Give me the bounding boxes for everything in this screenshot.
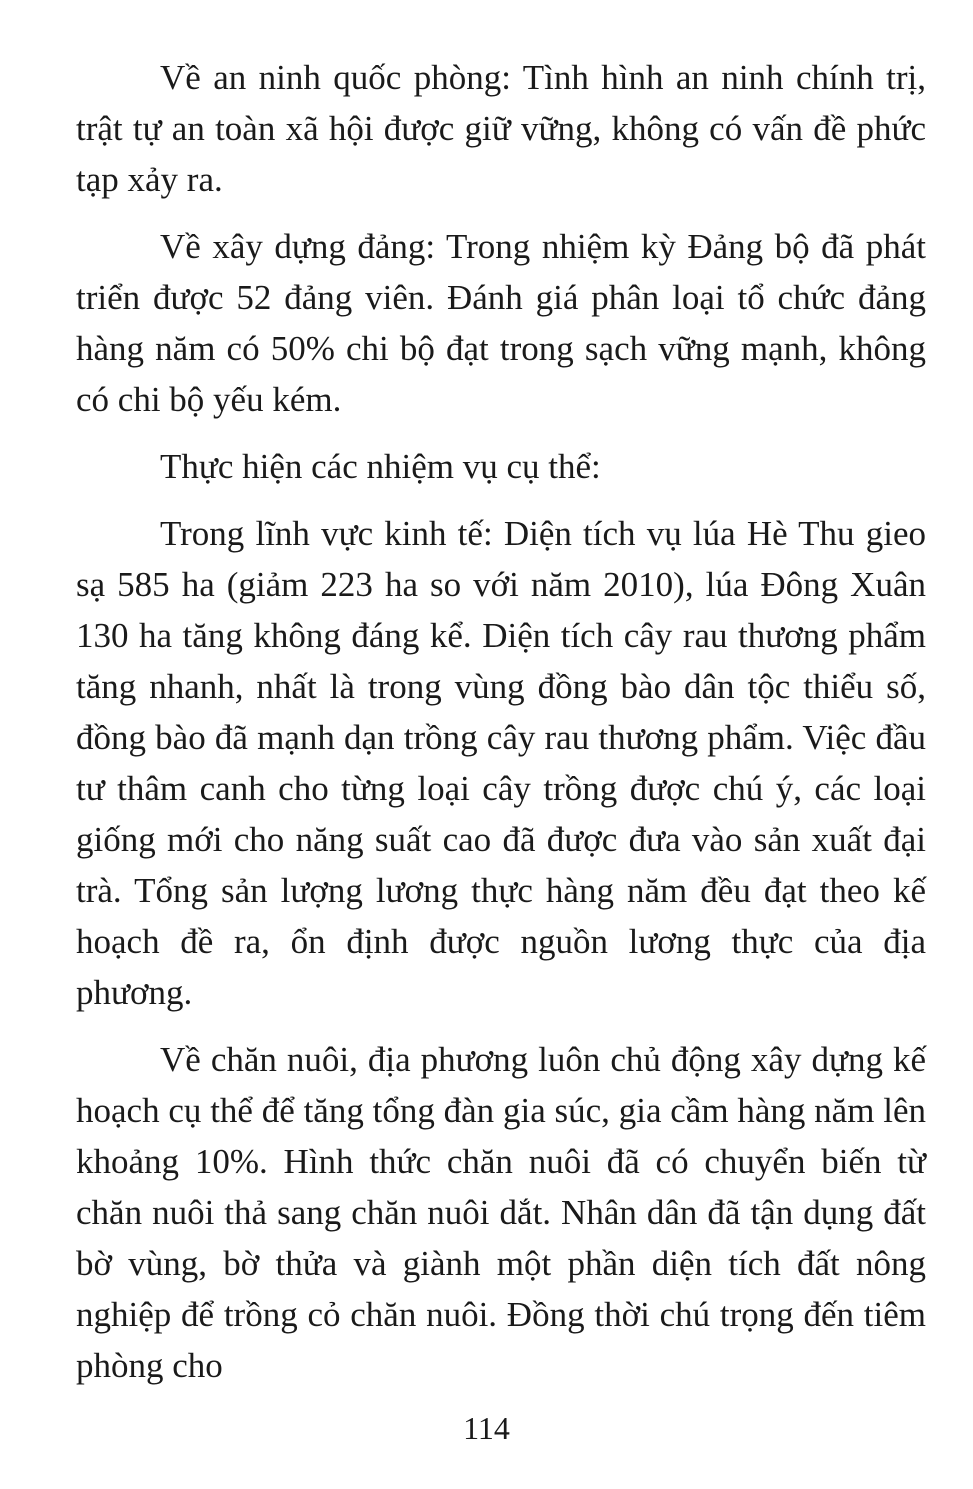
paragraph-specific-tasks: Thực hiện các nhiệm vụ cụ thể: xyxy=(160,447,601,486)
paragraph-livestock: Về chăn nuôi, địa phương luôn chủ động xây dựng kế hoạch cụ thể để tăng tổng đàn gia súc, gia cầm hàng năm lên khoảng 10%. Hình thức chăn nuôi đã có chuyển biến từ chăn nuôi thả sang chăn nuôi dắt. Nhân dân đã tận dụng đất bờ vùng, bờ thửa và giành một phần diện tích đất nông nghiệp để trồng cỏ chăn nuôi. Đồng thời chú trọng đến tiêm phòng cho xyxy=(76,1040,926,1385)
paragraph-party-building: Về xây dựng đảng: Trong nhiệm kỳ Đảng bộ đã phát triển được 52 đảng viên. Đánh giá phân loại tổ chức đảng hàng năm có 50% chi bộ đạt trong sạch vững mạnh, không có chi bộ yếu kém. xyxy=(76,227,926,419)
paragraph-economy: Trong lĩnh vực kinh tế: Diện tích vụ lúa Hè Thu gieo sạ 585 ha (giảm 223 ha so với năm 2010), lúa Đông Xuân 130 ha tăng không đáng kể. Diện tích cây rau thương phẩm tăng nhanh, nhất là trong vùng đồng bào dân tộc thiểu số, đồng bào đã mạnh dạn trồng cây rau thương phẩm. Việc đầu tư thâm canh cho từng loại cây trồng được chú ý, các loại giống mới cho năng suất cao đã được đưa vào sản xuất đại trà. Tổng sản lượng lương thực hàng năm đều đạt theo kế hoạch đề ra, ổn định được nguồn lương thực của địa phương. xyxy=(76,514,926,1012)
page-body xyxy=(76,52,926,1432)
paragraph-security-defense: Về an ninh quốc phòng: Tình hình an ninh chính trị, trật tự an toàn xã hội được giữ vững, không có vấn đề phức tạp xảy ra. xyxy=(76,58,926,199)
page-number: 114 xyxy=(463,1410,510,1446)
